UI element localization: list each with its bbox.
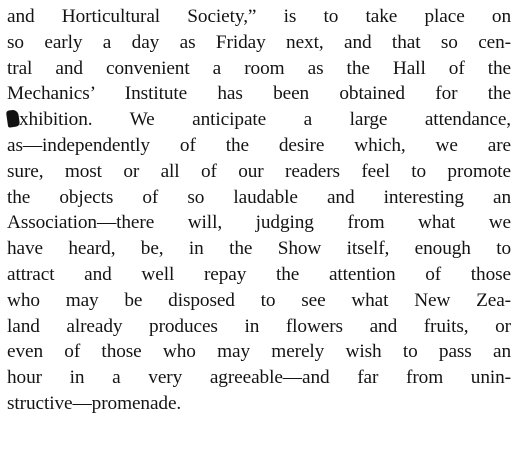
text-line-14: even of those who may merely wish to pass an <box>7 341 511 363</box>
text-line-13: land already produces in flowers and fruits, or <box>7 315 511 337</box>
text-line-12: who may be disposed to see what New Zea- <box>7 289 511 311</box>
text-line-6: as—independently of the desire which, we are <box>7 134 511 156</box>
newspaper-article-text <box>7 4 511 417</box>
text-line-7: sure, most or all of our readers feel to promote <box>7 160 511 182</box>
text-line-5-text: xhibition. We anticipate a large attendance, <box>19 109 511 131</box>
text-line-9: Association—there will, judging from what we <box>7 212 511 234</box>
text-line-11: attract and well repay the attention of those <box>7 263 511 285</box>
text-line-5 <box>7 107 511 133</box>
text-line-10: have heard, be, in the Show itself, enough to <box>7 238 511 260</box>
text-line-2: so early a day as Friday next, and that so cen- <box>7 31 511 53</box>
text-line-16: structive—promenade. <box>7 392 182 414</box>
text-line-8: the objects of so laudable and interesting an <box>7 186 511 208</box>
text-line-3: tral and convenient a room as the Hall of the <box>7 57 511 79</box>
text-line-4: Mechanics’ Institute has been obtained for the <box>7 83 511 105</box>
text-line-15: hour in a very agreeable—and far from unin- <box>7 367 511 389</box>
ink-smudge-icon <box>6 109 20 128</box>
text-line-1: and Horticultural Society,” is to take place on <box>7 6 511 27</box>
